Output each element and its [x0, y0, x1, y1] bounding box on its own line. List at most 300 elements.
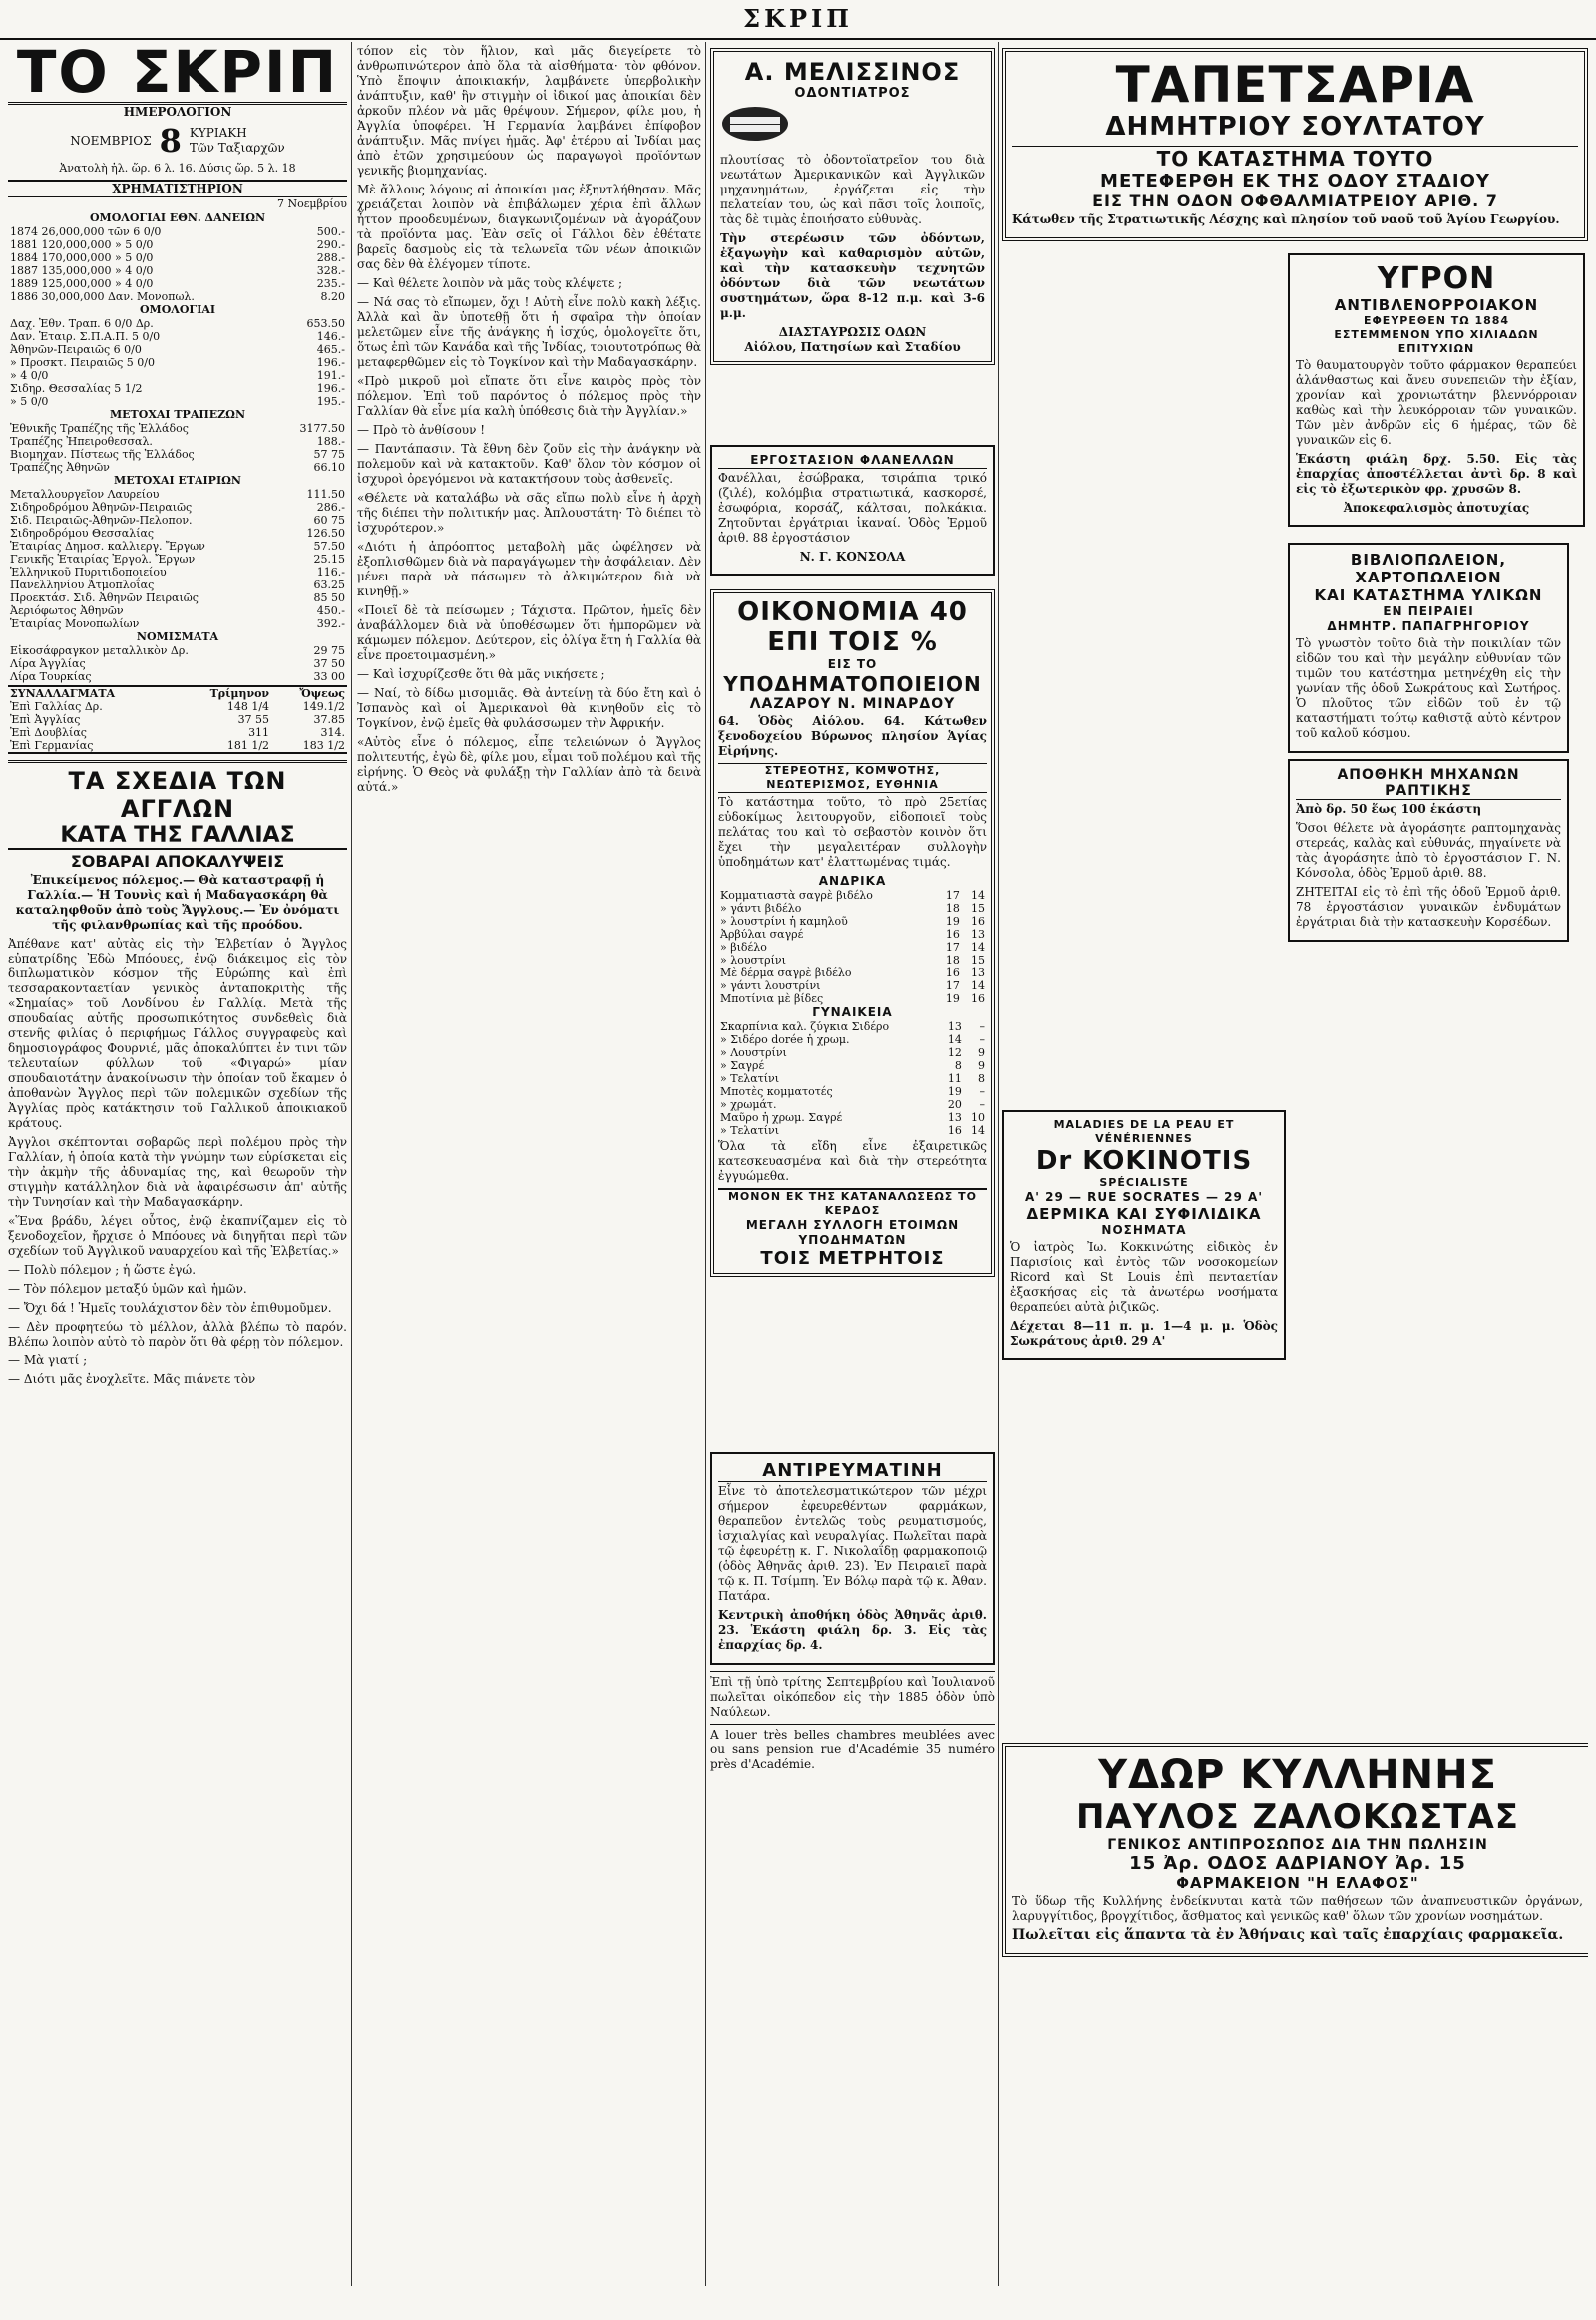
- table-cell: 148 1/4: [226, 700, 270, 713]
- table-cell: 311: [248, 726, 270, 739]
- war-article: [8, 760, 347, 1387]
- war-text: [8, 937, 347, 1387]
- table-cell: Δαχ. Ἐθν. Τραπ. 6 0/0 Δρ.: [10, 317, 154, 330]
- article-paragraph: — Μὰ γιατί ;: [8, 1353, 88, 1367]
- table-cell: 314.: [320, 726, 345, 739]
- table-cell: Μποτίνια μὲ βίδες: [720, 992, 824, 1005]
- table-cell: Ἐπὶ Δουβλίας: [10, 726, 87, 739]
- share-row: [8, 448, 347, 461]
- table-cell: 16: [971, 992, 985, 1005]
- table-cell: » Προσκτ. Πειραιῶς 5 0/0: [10, 356, 156, 369]
- table-cell: 146.-: [316, 330, 345, 343]
- ad-shoes-motto: ΣΤΕΡΕΟΤΗΣ, ΚΟΜΨΟΤΗΣ, ΝΕΩΤΕΡΙΣΜΟΣ, ΕΥΘΗΝΙΑ: [718, 763, 987, 793]
- bond-row: [8, 251, 347, 264]
- ad-ygron-sub: ΑΝΤΙΒΛΕΝΟΡΡΟΙΑΚΟΝ: [1334, 296, 1539, 314]
- article-paragraph: «Ποιεῖ δὲ τὰ πείσωμεν ; Τάχιστα. Πρῶτον, ἡμεῖς δὲν ἀναβάλλομεν διὰ νὰ ὑποθέσωμεν ὅτι ἡμπορῶμεν νὰ κάμωμεν πόλεμον. Δεύτερον, εἰς ὀλίγα ἔτη ἡ Γαλλία θὰ εἶνε προετοιμασμένη.»: [357, 603, 701, 662]
- table-cell: 500.-: [316, 225, 345, 238]
- ad-sewing-text: Ὅσοι θέλετε νὰ ἀγοράσητε ραπτομηχανὰς στερεάς, καλὰς καὶ εὐθυνάς, πηγαίνετε νὰ τὰς ἀγοράσητε ἀπὸ τὸ ἐργοστάσιον Γ. Ν. Κόνσολα, ὁδὸς Ἑρμοῦ ἀριθ. 88.: [1296, 821, 1561, 880]
- table-cell: 16: [971, 915, 985, 928]
- bond-row: [8, 395, 347, 408]
- table-cell: 149.1/2: [302, 700, 345, 713]
- table-cell: 57 75: [313, 448, 345, 461]
- table-cell: Σιδ. Πειραιῶς-Ἀθηνῶν-Πελοπον.: [10, 514, 193, 527]
- ad-melissinos-title: Α. ΜΕΛΙΣΣΙΝΟΣ: [744, 58, 961, 86]
- table-cell: 17: [945, 979, 960, 992]
- table-cell: 29 75: [313, 644, 345, 657]
- table-cell: » Λουστρίνι: [720, 1046, 787, 1059]
- price-row: [718, 928, 987, 941]
- article-paragraph: «Ἕνα βράδυ, λέγει οὗτος, ἐνῷ ἐκαπνίζαμεν εἰς τὸ ξενοδοχεῖον, ἤρχισε ὁ Μπόουες νὰ διηγῆται περὶ τῶν σχεδίων τοῦ Ἀγγλικοῦ ναυαρχείου καὶ τῆς Ἐλβετίας.»: [8, 1214, 347, 1258]
- article-paragraph: — Ναί, τὸ δίδω μισομιᾶς. Θὰ ἀντείνῃ τὰ δύο ἔτη καὶ ὁ Ἰσπανὸς καὶ οἱ Ἀμερικανοὶ θὰ κινηθοῦν εἰς τὸ Τογκίνον, ἐνῷ ἐμεῖς θὰ φυλάσσωμεν τὴν Ἀφρικήν.: [357, 686, 701, 730]
- share-row: [8, 488, 347, 501]
- table-cell: 235.-: [316, 277, 345, 290]
- table-cell: 57.50: [313, 540, 345, 553]
- price-row: [718, 1098, 987, 1111]
- bonds-table: [8, 225, 347, 303]
- table-cell: » Σιδέρο dorée ἡ χρωμ.: [720, 1033, 850, 1046]
- ad-flannels-sig: Ν. Γ. ΚΟΝΣΟΛΑ: [799, 550, 906, 564]
- table-cell: 19: [945, 915, 960, 928]
- column-3-top: [710, 42, 995, 411]
- ad-shoes-bottom1: ΜΟΝΟΝ ΕΚ ΤΗΣ ΚΑΤΑΝΑΛΩΣΕΩΣ ΤΟ ΚΕΡΔΟΣ: [718, 1188, 987, 1218]
- table-cell: Ἐθνικῆς Τραπέζης τῆς Ἑλλάδος: [10, 422, 189, 435]
- ad-flannels: [710, 445, 995, 576]
- table-cell: Τραπέζης Ἀθηνῶν: [10, 461, 110, 474]
- ad-melissinos-addr2: Αἰόλου, Πατησίων καὶ Σταδίου: [744, 340, 961, 354]
- ad-antirheumatic: [710, 1452, 995, 1665]
- fx-header-cell: ΣΥΝΑΛΛΑΓΜΑΤΑ: [10, 687, 116, 700]
- table-cell: 11: [947, 1072, 962, 1085]
- price-row: [718, 1020, 987, 1033]
- ad-anti-title: ΑΝΤΙΡΕΥΜΑΤΙΝΗ: [718, 1460, 987, 1482]
- table-cell: 16: [947, 1124, 962, 1137]
- bourse-date: 7 Νοεμβρίου: [276, 197, 347, 210]
- ad-tapestry-owner: ΔΗΜΗΤΡΙΟΥ ΣΟΥΛΤΑΤΟΥ: [1105, 112, 1485, 142]
- table-cell: 8: [978, 1072, 985, 1085]
- price-row: [718, 1124, 987, 1137]
- table-cell: Ἑταιρίας Δημοσ. καλλιεργ. Ἔργων: [10, 540, 205, 553]
- table-cell: Μποτὲς κομματοτές: [720, 1085, 833, 1098]
- table-cell: Σιδηροδρόμου Ἀθηνῶν-Πειραιῶς: [10, 501, 193, 514]
- table-cell: 25.15: [313, 553, 345, 566]
- price-row: [718, 915, 987, 928]
- table-cell: 19: [947, 1085, 962, 1098]
- ad-water-role: ΓΕΝΙΚΟΣ ΑΝΤΙΠΡΟΣΩΠΟΣ ΔΙΑ ΤΗΝ ΠΩΛΗΣΙΝ: [1107, 1837, 1488, 1853]
- table-cell: 66.10: [313, 461, 345, 474]
- share-row: [8, 604, 347, 617]
- table-cell: 17: [945, 889, 960, 902]
- column-rule: [705, 42, 706, 2286]
- table-cell: » γάντι λουστρίνι: [720, 979, 821, 992]
- table-cell: Μαῦρο ἡ χρωμ. Σαγρέ: [720, 1111, 843, 1124]
- table-cell: 14: [947, 1033, 962, 1046]
- fx-row: [8, 739, 347, 753]
- table-cell: Ἀρβύλαι σαγρέ: [720, 928, 804, 941]
- table-cell: Πανελληνίου Ἀτμοπλοΐας: [10, 579, 155, 591]
- masthead-strip: [0, 0, 1596, 40]
- ad-kok-gr2: ΝΟΣΗΜΑΤΑ: [1101, 1223, 1187, 1237]
- table-cell: 1884 170,000,000 » 5 0/0: [10, 251, 154, 264]
- table-cell: 15: [971, 902, 985, 915]
- column-rule: [998, 42, 999, 2286]
- bond-row: [8, 369, 347, 382]
- table-cell: 1881 120,000,000 » 5 0/0: [10, 238, 154, 251]
- ad-bookshop-owner: ΔΗΜΗΤΡ. ΠΑΠΑΓΡΗΓΟΡΙΟΥ: [1327, 619, 1530, 633]
- share-row: [8, 422, 347, 435]
- share-row: [8, 527, 347, 540]
- table-cell: 37.85: [313, 713, 345, 726]
- table-cell: Ἐπὶ Γαλλίας Δρ.: [10, 700, 103, 713]
- ad-shoes-title: ΟΙΚΟΝΟΜΙΑ 40 ΕΠΙ ΤΟΙΣ %: [737, 597, 968, 657]
- ad-ygron-price: Ἑκάστη φιάλη δρχ. 5.50. Εἰς τὰς ἐπαρχίας ἀποστέλλεται ἀντὶ δρ. 8 καὶ εἰς τὸ ἐξωτερικὸν φρ. χρυσῶν 8.: [1296, 452, 1577, 496]
- price-row: [718, 1085, 987, 1098]
- table-cell: 111.50: [306, 488, 345, 501]
- sun-times: Ἀνατολὴ ἡλ. ὥρ. 6 λ. 16. Δύσις ὥρ. 5 λ. 18: [59, 162, 296, 175]
- column-1: [8, 42, 347, 2286]
- ad-ygron-succ: ΕΣΤΕΜΜΕΝΟΝ ΥΠΟ ΧΙΛΙΑΔΩΝ ΕΠΙΤΥΧΙΩΝ: [1334, 328, 1539, 355]
- ad-kyllini-water: [1002, 1743, 1588, 1957]
- price-row: [718, 902, 987, 915]
- paper-name: ΣΚΡΙΠ: [743, 4, 853, 33]
- ad-kok-hours: Δέχεται 8—11 π. μ. 1—4 μ. μ. Ὁδὸς Σωκράτους ἀριθ. 29 Α': [1010, 1319, 1278, 1348]
- table-cell: 196.-: [316, 356, 345, 369]
- table-cell: 392.-: [316, 617, 345, 630]
- ad-kok-spec: SPÉCIALISTE: [1099, 1176, 1189, 1189]
- table-cell: 18: [945, 954, 960, 967]
- table-cell: 286.-: [316, 501, 345, 514]
- share-row: [8, 501, 347, 514]
- table-cell: Εἰκοσάφραγκον μεταλλικὸν Δρ.: [10, 644, 189, 657]
- table-cell: 14: [971, 979, 985, 992]
- article-paragraph: Ἀγγλοι σκέπτονται σοβαρῶς περὶ πολέμου πρὸς τὴν Γαλλίαν, ἡ ὁποία κατὰ τὴν γνώμην των εὑρίσκεται εἰς τὴν ἀκμὴν τῆς ἀδυναμίας της, καὶ θεωροῦν τὴν στιγμὴν κατάλληλον διὰ νὰ ἀφαιρέσωσιν ἀπ' αὐτῆς τὴν Τυνησίαν καὶ τὴν Μαδαγασκάρην.: [8, 1135, 347, 1209]
- table-cell: 126.50: [306, 527, 345, 540]
- table-cell: Δαν. Ἑταιρ. Σ.Π.Α.Π. 5 0/0: [10, 330, 161, 343]
- table-cell: Ἀθηνῶν-Πειραιῶς 6 0/0: [10, 343, 142, 356]
- table-cell: –: [979, 1098, 985, 1111]
- ad-melissinos-addr1: ΔΙΑΣΤΑΥΡΩΣΙΣ ΟΔΩΝ: [778, 325, 927, 339]
- ad-kok-addr: Α' 29 — RUE SOCRATES — 29 Α': [1024, 1190, 1264, 1204]
- bond-row: [8, 290, 347, 303]
- ad-shoes-intro: Τὸ κατάστημα τοῦτο, τὸ πρὸ 25ετίας εὐδοκίμως λειτουργοῦν, εἰδοποιεῖ τοὺς πελάτας του καὶ τὸ σεβαστὸν κοινὸν ὅτι ἔχει τὴν μεγαλειτέραν συλλογὴν ὑποδημάτων κατ' ἐλαττωμένας τιμάς.: [718, 795, 987, 869]
- ad-flannels-title: ΕΡΓΟΣΤΑΣΙΟΝ ΦΛΑΝΕΛΛΩΝ: [718, 453, 987, 469]
- table-cell: –: [979, 1020, 985, 1033]
- share-row: [8, 579, 347, 591]
- coins-title: ΝΟΜΙΣΜΑΤΑ: [136, 630, 219, 643]
- table-cell: 465.-: [316, 343, 345, 356]
- table-cell: Προεκτάσ. Σιδ. Ἀθηνῶν Πειραιῶς: [10, 591, 199, 604]
- bonds-title: ΟΜΟΛΟΓΙΑΙ ΕΘΝ. ΔΑΝΕΙΩΝ: [89, 211, 266, 224]
- article-paragraph: «Πρὸ μικροῦ μοὶ εἴπατε ὅτι εἶνε καιρὸς πρὸς τὸν πόλεμον. Ἐπὶ τοῦ παρόντος ὁ πόλεμος πρὸς τὴν Γαλλίαν θὰ εἶνε μία καλὴ ὑπόθεσις διὰ τὴν Ἀγγλίαν.»: [357, 374, 701, 418]
- table-cell: 188.-: [316, 435, 345, 448]
- bond-row: [8, 317, 347, 330]
- ad-shoes-men-table: [718, 889, 987, 1005]
- table-cell: 1874 26,000,000 τῶν 6 0/0: [10, 225, 162, 238]
- table-cell: 60 75: [313, 514, 345, 527]
- fx-row: [8, 713, 347, 726]
- article-paragraph: — Καὶ θέλετε λοιπὸν νὰ μᾶς τοὺς κλέψετε ;: [357, 276, 623, 290]
- price-row: [718, 1059, 987, 1072]
- price-row: [718, 979, 987, 992]
- ad-bookshop-sub: ΚΑΙ ΚΑΤΑΣΤΗΜΑ ΥΛΙΚΩΝ: [1314, 586, 1543, 604]
- table-cell: » λουστρίνι ἡ καμηλοῦ: [720, 915, 848, 928]
- table-cell: 15: [971, 954, 985, 967]
- ad-sewing-tail: ΖΗΤΕΙΤΑΙ εἰς τὸ ἐπὶ τῆς ὁδοῦ Ἑρμοῦ ἀριθ. 78 ἐργοστάσιον γυναικῶν ἐνδυμάτων ἐργάτριαι διὰ τὴν κατασκευὴν Κορσέδων.: [1296, 885, 1561, 929]
- price-row: [718, 992, 987, 1005]
- ad-shoes-note: Ὅλα τὰ εἴδη εἶνε ἐξαιρετικῶς κατεσκευασμένα καὶ διὰ τὴν στερεότητα ἐγγυώμεθα.: [718, 1139, 987, 1183]
- table-cell: –: [979, 1085, 985, 1098]
- table-cell: 195.-: [316, 395, 345, 408]
- coin-row: [8, 657, 347, 670]
- french-ad: A louer très belles chambres meublées avec ou sans pension rue d'Académie 35 numéro près d'Académie.: [710, 1724, 995, 1772]
- table-cell: 1887 135,000,000 » 4 0/0: [10, 264, 154, 277]
- ad-kok-gr1: ΔΕΡΜΙΚΑ ΚΑΙ ΣΥΦΙΛΙΔΙΚΑ: [1026, 1205, 1262, 1223]
- ad-tapestry-line2: ΜΕΤΕΦΕΡΘΗ ΕΚ ΤΗΣ ΟΔΟΥ ΣΤΑΔΙΟΥ: [1100, 171, 1490, 192]
- calendar-date: [8, 122, 347, 160]
- table-cell: 1886 30,000,000 Δαν. Μονοπωλ.: [10, 290, 195, 303]
- ad-ygron-sig: Ἀποκεφαλισμὸς ἀποτυχίας: [1343, 501, 1530, 515]
- table-cell: » 5 0/0: [10, 395, 49, 408]
- ad-kok-head: MALADIES DE LA PEAU ET VÉNÉRIENNES: [1053, 1118, 1235, 1145]
- ad-water-tail: Πωλεῖται εἰς ἅπαντα τὰ ἐν Ἀθήναις καὶ ταῖς ἐπαρχίαις φαρμακεῖα.: [1012, 1927, 1564, 1943]
- table-cell: Ἑταιρίας Μονοπωλίων: [10, 617, 140, 630]
- ad-anti-tail: Κεντρικὴ ἀποθήκη ὁδὸς Ἀθηνᾶς ἀριθ. 23. Ἑκάστη φιάλη δρ. 3. Εἰς τὰς ἐπαρχίας δρ. 4.: [718, 1608, 987, 1652]
- table-cell: 116.-: [316, 566, 345, 579]
- table-cell: 18: [945, 902, 960, 915]
- table-cell: 19: [945, 992, 960, 1005]
- fx-table: [8, 685, 347, 754]
- article-paragraph: — Παντάπασιν. Τὰ ἔθνη δὲν ζοῦν εἰς τὴν ἀνάγκην νὰ πολεμοῦν καὶ νὰ κατακτοῦν. Καθ' ὅλον τὸν κόσμον οἱ ἰσχυροὶ ὀρεγόμενοι νὰ κατακτήσουν τοὺς ἀσθενεῖς.: [357, 442, 701, 486]
- shares2-title: ΜΕΤΟΧΑΙ ΕΤΑΙΡΙΩΝ: [114, 474, 241, 487]
- ad-shoes-owner: ΛΑΖΑΡΟΥ Ν. ΜΙΝΑΡΔΟΥ: [749, 696, 956, 712]
- ad-shoes-eis: ΕΙΣ ΤΟ: [827, 657, 878, 671]
- column-3-lower: [710, 1446, 995, 2284]
- table-cell: 20: [947, 1098, 962, 1111]
- table-cell: Σκαρπίνια καλ. ζύγκια Σιδέρο: [720, 1020, 890, 1033]
- table-cell: 196.-: [316, 382, 345, 395]
- ad-melissinos-sub: ΟΔΟΝΤΙΑΤΡΟΣ: [794, 86, 911, 101]
- ad-flannels-text: Φανέλλαι, ἐσώβρακα, τσιράπια τρικό (ζιλέ), κολόμβια στρατιωτικά, κασκορσέ, ἐσωφόρια, κορσάζ, κάλτσαι, πολκάκια. Ζητοῦνται ἐργάτριαι ἱκαναί. Ὁδὸς Ἑρμοῦ ἀριθ. 88 ἐργοστάσιον: [718, 471, 987, 545]
- ad-melissinos-services: Τὴν στερέωσιν τῶν ὀδόντων, ἐξαγωγὴν καὶ καθαρισμὸν αὐτῶν, καὶ τὴν κατασκευὴν τεχνητῶν ὀδόντων διὰ τῶν νεωτάτων συστημάτων, ὥρα 8-12 π.μ. καὶ 3-6 μ.μ.: [720, 231, 985, 320]
- bond-row: [8, 225, 347, 238]
- price-row: [718, 954, 987, 967]
- war-headline-2: ΚΑΤΑ ΤΗΣ ΓΑΛΛΙΑΣ: [8, 823, 347, 850]
- ad-kokinotis: [1002, 1110, 1286, 1360]
- coin-row: [8, 670, 347, 683]
- share-row: [8, 553, 347, 566]
- teeth-icon: [720, 105, 790, 143]
- table-cell: » βιδέλο: [720, 941, 767, 954]
- ad-sewing-title: ΑΠΟΘΗΚΗ ΜΗΧΑΝΩΝ ΡΑΠΤΙΚΗΣ: [1296, 767, 1561, 800]
- ad-shoes-bottom3: ΤΟΙΣ ΜΕΤΡΗΤΟΙΣ: [760, 1248, 945, 1269]
- table-cell: 33 00: [313, 670, 345, 683]
- ad-water-text: Τὸ ὕδωρ τῆς Κυλλήνης ἐνδείκνυται κατὰ τῶν παθήσεων τῶν ἀναπνευστικῶν ὀργάνων, λαρυγγίτιδος, βρογχίτιδος, ἄσθματος καὶ γενικῶς καθ' ὅλων τῶν χρονίων νοσημάτων.: [1012, 1894, 1583, 1923]
- table-cell: 13: [947, 1111, 962, 1124]
- coin-row: [8, 644, 347, 657]
- ad-tapestry-line4: Κάτωθεν τῆς Στρατιωτικῆς Λέσχης καὶ πλησίον τοῦ ναοῦ τοῦ Ἁγίου Γεωργίου.: [1012, 212, 1560, 226]
- ad-bookshop: [1288, 543, 1569, 753]
- ad-ygron-year: ΕΦΕΥΡΕΘΕΝ ΤΩ 1884: [1363, 314, 1510, 327]
- calendar-heading: ΗΜΕΡΟΛΟΓΙΟΝ: [123, 105, 232, 119]
- share-row: [8, 591, 347, 604]
- oml-table: [8, 317, 347, 408]
- calendar-weekday: ΚΥΡΙΑΚΗ: [189, 126, 247, 140]
- calendar-day: 8: [159, 122, 182, 160]
- ad-shoes: [710, 589, 995, 1277]
- table-cell: 3177.50: [299, 422, 345, 435]
- table-cell: Σιδηρ. Θεσσαλίας 5 1/2: [10, 382, 143, 395]
- table-cell: 37 50: [313, 657, 345, 670]
- price-row: [718, 967, 987, 979]
- price-row: [718, 1111, 987, 1124]
- bond-row: [8, 238, 347, 251]
- ad-ygron: [1288, 253, 1585, 527]
- fx-row: [8, 726, 347, 739]
- share-row: [8, 435, 347, 448]
- ad-shoes-bottom2: ΜΕΓΑΛΗ ΣΥΛΛΟΓΗ ΕΤΟΙΜΩΝ ΥΠΟΔΗΜΑΤΩΝ: [745, 1218, 960, 1247]
- column-3-shoe-ad: [710, 583, 995, 1441]
- bond-row: [8, 264, 347, 277]
- article-paragraph: — Καὶ ἰσχυρίζεσθε ὅτι θὰ μᾶς νικήσετε ;: [357, 667, 605, 681]
- war-lead: Ἐπικείμενος πόλεμος.— Θὰ καταστραφῇ ἡ Γαλλία.— Ἡ Τουνὶς καὶ ἡ Μαδαγασκάρη θὰ καταληφθοῦν ἀπὸ τοὺς Ἄγγλους.— Ἐν ὀνόματι τῆς φιλανθρωπίας καὶ τῆς προόδου.: [15, 873, 340, 932]
- shares2-table: [8, 488, 347, 630]
- ad-melissinos: [710, 48, 995, 365]
- calendar-month: ΝΟΕΜΒΡΙΟΣ: [70, 133, 152, 148]
- table-cell: 191.-: [316, 369, 345, 382]
- coins-table: [8, 644, 347, 683]
- ad-tapestry-line1: ΤΟ ΚΑΤΑΣΤΗΜΑ ΤΟΥΤΟ: [1012, 146, 1578, 171]
- table-cell: 14: [971, 1124, 985, 1137]
- bond-row: [8, 277, 347, 290]
- table-cell: 10: [971, 1111, 985, 1124]
- ad-sewing-price: Ἀπὸ δρ. 50 ἕως 100 ἑκάστη: [1296, 802, 1482, 816]
- oml-title: ΟΜΟΛΟΓΙΑΙ: [139, 303, 216, 316]
- fx-row: [8, 700, 347, 713]
- newspaper-title: ΤΟ ΣΚΡΙΠ: [8, 42, 347, 105]
- share-row: [8, 617, 347, 630]
- share-row: [8, 566, 347, 579]
- war-headline-1: ΤΑ ΣΧΕΔΙΑ ΤΩΝ ΑΓΓΛΩΝ: [68, 767, 287, 823]
- table-cell: » 4 0/0: [10, 369, 49, 382]
- table-cell: 328.-: [316, 264, 345, 277]
- article-paragraph: «Θέλετε νὰ καταλάβω νὰ σᾶς εἴπω πολὺ εἶνε ἡ ἀρχὴ τῆς διέπει τὴν πολιτικήν μας. Ἀπλουστάτη· Τὸ διέπει τὸ ἰσχυρότερον.»: [357, 491, 701, 535]
- table-cell: Ἐπὶ Ἀγγλίας: [10, 713, 81, 726]
- table-cell: Ἑλληνικοῦ Πυριτιδοποιείου: [10, 566, 167, 579]
- table-cell: 13: [947, 1020, 962, 1033]
- article-paragraph: — Διότι μᾶς ἐνοχλεῖτε. Μᾶς πιάνετε τὸν: [8, 1372, 256, 1386]
- ad-shoes-men-title: ΑΝΔΡΙΚΑ: [818, 874, 887, 888]
- table-cell: Τραπέζης Ἠπειροθεσσαλ.: [10, 435, 153, 448]
- table-cell: » Σαγρέ: [720, 1059, 765, 1072]
- column-4: [1002, 42, 1588, 2286]
- article-paragraph: «Αὐτὸς εἶνε ὁ πόλεμος, εἶπε τελειώνων ὁ Ἄγγλος πολιτευτής, ἐγὼ δὲ, φίλε μου, εἶμαι τοῦ πολέμου καὶ τῆς εἰρήνης. Ὁ Θεὸς νὰ φυλάξῃ τὴν Γαλλίαν ἀπὸ τὰ δεινὰ αὐτά.»: [357, 735, 701, 794]
- table-cell: 17: [945, 941, 960, 954]
- price-row: [718, 1072, 987, 1085]
- ad-bookshop-city: ΕΝ ΠΕΙΡΑΙΕΙ: [1383, 604, 1474, 618]
- table-cell: Λίρα Ἀγγλίας: [10, 657, 86, 670]
- ad-melissinos-text: πλουτίσας τὸ ὀδοντοϊατρεῖον του διὰ νεωτάτων Ἀμερικανικῶν καὶ Ἀγγλικῶν μηχανημάτων, ἐργάζεται εἰς τὴν πελατείαν του, ὡς καὶ πᾶσι τοῖς λοιποῖς, τὰς δὲ τιμὰς ἐποιήσατο εὐθυνὰς.: [720, 153, 985, 226]
- ad-tapestry: [1002, 48, 1588, 241]
- ad-water-addr: 15 Ἀρ. ΟΔΟΣ ΑΔΡΙΑΝΟΥ Ἀρ. 15: [1129, 1853, 1466, 1874]
- table-cell: Σιδηροδρόμου Θεσσαλίας: [10, 527, 155, 540]
- article-paragraph: — Πολὺ πόλεμον ; ἡ ὥστε ἐγώ.: [8, 1263, 197, 1277]
- article-paragraph: τόπον εἰς τὸν ἥλιον, καὶ μᾶς διεγείρετε τὸ ἀνθρωπινώτερον ἀπὸ ὅλα τὰ αἰσθήματα· τὸν φθόνον. Ὑπὸ ἔποψιν ἀποικιακήν, λαμβάνετε ὑπερβολικὴν ἀνάπτυξιν, καθ' ἣν στιγμὴν οἱ ἰδικοί μας ἀποικίαι δὲν ἀρκοῦν πλέον νὰ μᾶς θρέψουν. Σήμερον, φίλε μου, ἡ Ἀγγλία ὑποφέρει. Ἡ Γερμανία λαμβάνει ἐπίφοβον ἀνάπτυξιν. Μᾶς πνίγει ἡμᾶς. Ἀφ' ἑτέρου αἱ Ἰνδίαι μας ἀπὸ ἐτῶν χρησιμεύουν ὡς παραγωγοὶ προϊόντων γενικῆς βιομηχανίας.: [357, 44, 701, 178]
- table-cell: 9: [978, 1046, 985, 1059]
- fx-header-cell: Τρίμηνον: [209, 687, 270, 700]
- price-row: [718, 941, 987, 954]
- article-paragraph: — Νά σας τὸ εἴπωμεν, ὄχι ! Αὐτὴ εἶνε πολὺ κακὴ λέξις. Ἀλλὰ καὶ ἂν ὑποτεθῇ ὅτι ἡ σφαῖρα τὴν ὁποίαν μελετῶμεν εἶνε τῆς ἀνάγκης ἡ ἰσχύς, ὁμολογεῖτε ὅτι, ὅτως ἐπὶ τῶν Κανάδα καὶ τῆς Ἰνδίας, τοιουτοτρόπως θὰ μεταφερθῶμεν εἰς τὸ Τογκίνον καὶ τὴν Μαδαγασκάρην.: [357, 295, 701, 369]
- ad-sewing: [1288, 759, 1569, 942]
- ad-ygron-title: ΥΓΡΟΝ: [1377, 261, 1496, 296]
- table-cell: 9: [978, 1059, 985, 1072]
- ad-bookshop-title: ΒΙΒΛΙΟΠΩΛΕΙΟΝ, ΧΑΡΤΟΠΩΛΕΙΟΝ: [1350, 551, 1507, 586]
- table-cell: Μεταλλουργεῖον Λαυρείου: [10, 488, 160, 501]
- table-cell: » γάντι βιδέλο: [720, 902, 802, 915]
- price-row: [718, 1033, 987, 1046]
- ad-water-title: ΥΔΩΡ ΚΥΛΛΗΝΗΣ: [1098, 1752, 1497, 1798]
- table-cell: 63.25: [313, 579, 345, 591]
- table-cell: 8: [954, 1059, 962, 1072]
- col4-left-slot: [1002, 247, 1282, 533]
- share-row: [8, 461, 347, 474]
- table-cell: » Τελατίνι: [720, 1072, 780, 1085]
- bourse-title: ΧΡΗΜΑΤΙΣΤΗΡΙΟΝ: [8, 180, 347, 197]
- ad-tapestry-line3: ΕΙΣ ΤΗΝ ΟΔΟΝ ΟΦΘΑΛΜΙΑΤΡΕΙΟΥ ΑΡΙΘ. 7: [1092, 192, 1498, 210]
- article-paragraph: — Δὲν προφητεύω τὸ μέλλον, ἀλλὰ βλέπω τὸ παρόν. Βλέπω λοιπὸν αὐτὸ τὸ παρὸν ὅτι θὰ φέρῃ τὸν πόλεμον.: [8, 1320, 347, 1349]
- ad-water-owner: ΠΑΥΛΟΣ ΖΑΛΟΚΩΣΤΑΣ: [1075, 1797, 1520, 1837]
- shares-title: ΜΕΤΟΧΑΙ ΤΡΑΠΕΖΩΝ: [109, 408, 245, 421]
- table-cell: 13: [971, 967, 985, 979]
- article-paragraph: — Ὄχι δά ! Ἡμεῖς τουλάχιστον δὲν τὸν ἐπιθυμοῦμεν.: [8, 1301, 332, 1315]
- ad-water-pharm: ΦΑΡΜΑΚΕΙΟΝ "Η ΕΛΑΦΟΣ": [1176, 1874, 1419, 1892]
- ad-shoes-women-title: ΓΥΝΑΙΚΕΙΑ: [812, 1005, 893, 1019]
- table-cell: 14: [971, 889, 985, 902]
- table-cell: 288.-: [316, 251, 345, 264]
- table-cell: Ἀεριόφωτος Ἀθηνῶν: [10, 604, 124, 617]
- table-cell: 653.50: [306, 317, 345, 330]
- table-cell: Ἐπὶ Γερμανίας: [10, 739, 94, 752]
- article-paragraph: Ἀπέθανε κατ' αὐτὰς εἰς τὴν Ἑλβετίαν ὁ Ἄγγλος εὐπατρίδης Ἐδὼ Μπόουες, ἐνῷ διάκειμος εἰς τὸν διπλωματικὸν κόσμον τῆς Εὐρώπης καὶ ἐπὶ τεσσαρακονταετίαν γενικὸς ἀνταποκριτὴς τῆς «Σημαίας» τοῦ Λονδίνου ἐν Γαλλίᾳ. Μετὰ τῆς σπουδαίας αὐτῆς προσωπικότητος συνδεθεὶς διὰ στενῆς φιλίας ὁ περιφήμως Γάλλος συγγραφεὺς καὶ δημοσιογράφος Φουρνιέ, μᾶς ἀποκαλύπτει ἐν τινι τῶν τελευταίων φύλλων τοῦ «Φιγαρώ» μίαν σπουδαιοτάτην ἀνακοίνωσιν τὴν ὁποίαν τοῦ ἔκαμεν ὁ ἀποθανὼν Ἄγγλος περὶ τῶν πολεμικῶν σχεδίων τῆς Ἀγγλίας πρὸς κατάκτησιν τοῦ Γαλλικοῦ ἀποικιακοῦ κράτους.: [8, 937, 347, 1130]
- col4-row-1: [1002, 247, 1588, 533]
- table-cell: Λίρα Τουρκίας: [10, 670, 92, 683]
- article-paragraph: — Τὸν πόλεμον μεταξύ ὑμῶν καὶ ἡμῶν.: [8, 1282, 247, 1296]
- table-cell: Μὲ δέρμα σαγρὲ βιδέλο: [720, 967, 852, 979]
- land-note: Ἐπὶ τῇ ὑπὸ τρίτης Σεπτεμβρίου καὶ Ἰουλιανοῦ πωλεῖται οἰκόπεδον εἰς τὴν 1885 ὁδὸν ὑπὸ Ναύλεων.: [710, 1671, 995, 1720]
- col4-row-2: [1002, 537, 1588, 948]
- ad-bookshop-text: Τὸ γνωστὸν τοῦτο διὰ τὴν ποικιλίαν τῶν εἰδῶν του καὶ τὴν μεγάλην εὐθυνίαν τῶν τιμῶν του κατάστημα μετηνέχθη εἰς τὴν γωνίαν τῆς ὁδοῦ Σωκράτους καὶ Σωτήρος. Ὁ πλοῦτος τῶν εἰδῶν τοῦ ἐν τῷ καταστήματι τούτῳ καθιστᾷ αὐτὸ κέντρον τοῦ καλοῦ κόσμου.: [1296, 636, 1561, 740]
- ad-shoes-addr: 64. Ὁδὸς Αἰόλου. 64. Κάτωθεν ξενοδοχείου Βύρωνος πλησίον Ἁγίας Εἰρήνης.: [718, 714, 987, 758]
- fx-header-cell: Ὄψεως: [299, 687, 345, 700]
- column-3-flannel: [710, 439, 995, 579]
- bond-row: [8, 330, 347, 343]
- table-cell: 14: [971, 941, 985, 954]
- table-cell: 37 55: [237, 713, 270, 726]
- col4-right-stack: [1288, 537, 1569, 948]
- ad-ygron-text: Τὸ θαυματουργὸν τοῦτο φάρμακον θεραπεύει ἀλάνθαστως καὶ ἄνευ συνεπειῶν τὴν ἐξίαν, χρονίαν καὶ χρονιωτάτην βλεννόρροιαν καθὼς καὶ τὴν λευκόρροιαν τῶν γυναικῶν. Τῶν μὲν ἀνδρῶν εἰς 6 ἡμέρας, τῶν δὲ γυναικῶν εἰς 6.: [1296, 358, 1577, 447]
- ad-shoes-women-table: [718, 1020, 987, 1137]
- share-row: [8, 540, 347, 553]
- calendar-weekday-block: [190, 126, 285, 156]
- article-paragraph: Μὲ ἄλλους λόγους αἱ ἀποικίαι μας ἐξηντλήθησαν. Μᾶς χρειάζεται λοιπὸν νὰ ἐπιβάλωμεν χέρια ἐπὶ ἄλλων ἧττον προοδευμένων, διαγκωνιζομένων νὰ ἀγοράζουν τὰ προϊόντα μας. Ἐὰν σεῖς οἱ Γάλλοι δὲν ἐθέτατε βαρεῖς δασμοὺς εἰς τὰ τελωνεῖα τῶν νέων ἀποικιῶν σας δὲν θὰ ἐλέγομεν τίποτε.: [357, 183, 701, 271]
- table-cell: » Τελατίνι: [720, 1124, 780, 1137]
- table-cell: » χρωμάτ.: [720, 1098, 777, 1111]
- table-cell: Βιομηχαν. Πίστεως τῆς Ἑλλάδος: [10, 448, 195, 461]
- ad-tapestry-title: ΤΑΠΕΤΣΑΡΙΑ: [1115, 56, 1475, 114]
- bond-row: [8, 382, 347, 395]
- table-cell: 13: [971, 928, 985, 941]
- table-cell: 290.-: [316, 238, 345, 251]
- article-continuation: [357, 44, 701, 795]
- table-cell: Κομματιαστὰ σαγρὲ βιδέλο: [720, 889, 873, 902]
